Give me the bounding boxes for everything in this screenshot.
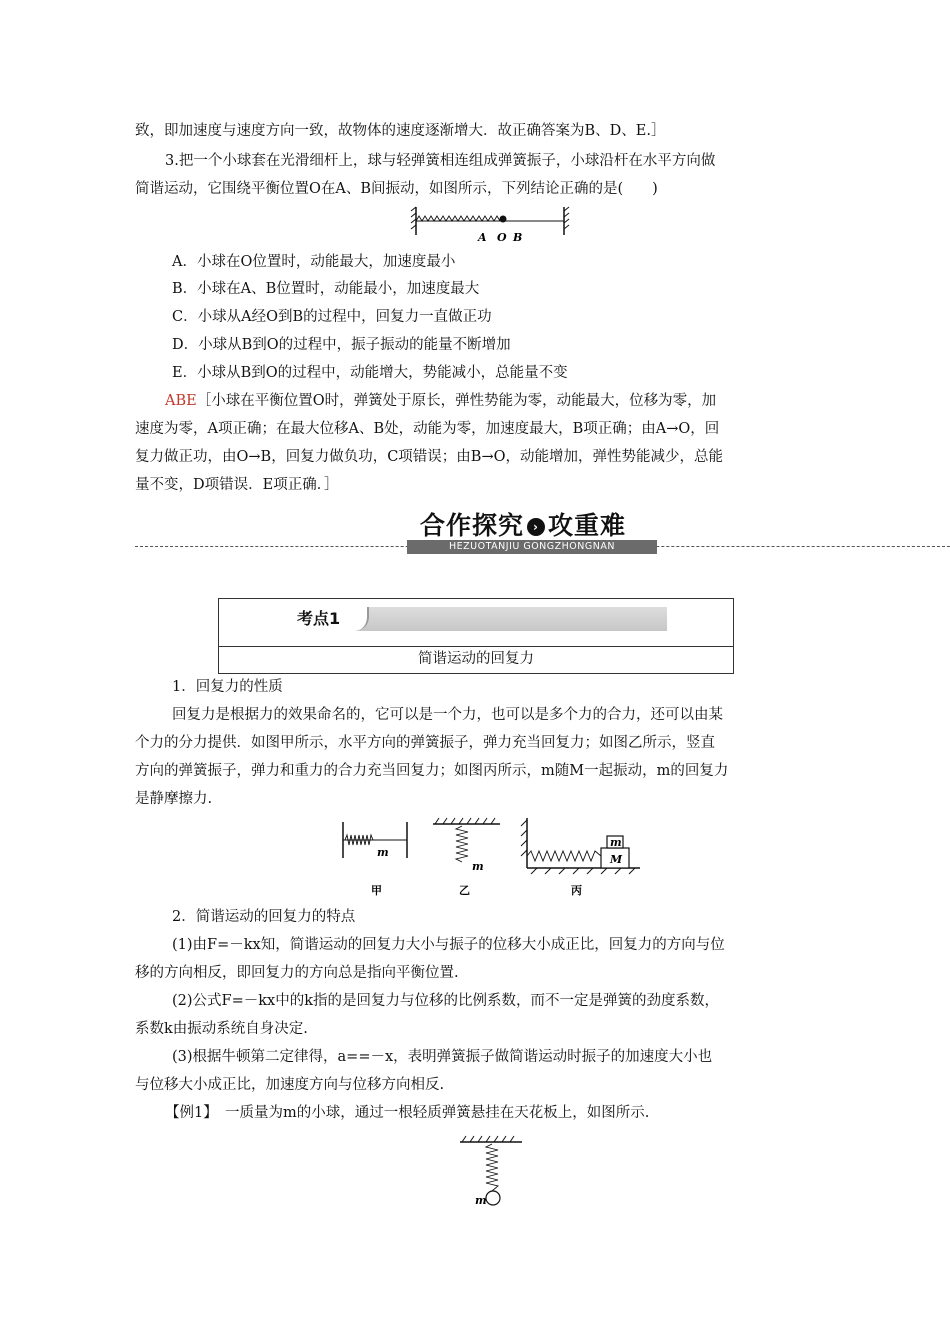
paragraph-line: (2)公式F=－kx中的k指的是回复力与位移的比例系数，而不一定是弹簧的劲度系数， xyxy=(172,993,719,1009)
spring-rod-figure xyxy=(408,205,573,245)
svg-text:m: m xyxy=(377,846,389,859)
banner-title: 合作探究 › 攻重难 xyxy=(420,511,627,540)
kaodian-box xyxy=(218,598,734,674)
svg-text:m: m xyxy=(475,1194,487,1207)
banner-subtitle: HEZUOTANJIU GONGZHONGNAN xyxy=(407,540,657,554)
example-label: 【例1】 xyxy=(165,1105,211,1121)
answer-key: ABE xyxy=(165,393,197,409)
arrow-circle-icon: › xyxy=(527,518,545,536)
paragraph-line: (3)根据牛顿第二定律得，a==－x，表明弹簧振子做简谐运动时振子的加速度大小也 xyxy=(172,1049,713,1065)
section-heading: 2．简谐运动的回复力的特点 xyxy=(172,909,356,925)
paragraph-line: 是静摩擦力. xyxy=(135,791,213,807)
paragraph-line: 与位移大小成正比，加速度方向与位移方向相反. xyxy=(135,1077,445,1093)
question-3-line: 简谐运动，它围绕平衡位置O在A、B间振动，如图所示，下列结论正确的是( ) xyxy=(135,181,658,197)
answer-line: 复力做正功，由O→B，回复力做负功，C项错误；由B→O，动能增加，弹性势能减少，总能 xyxy=(135,449,723,465)
hanging-spring-figure xyxy=(450,1130,530,1212)
paragraph-line: (1)由F=－kx知，简谐运动的回复力大小与振子的位移大小成正比，回复力的方向与位 xyxy=(172,937,725,953)
svg-text:m: m xyxy=(472,860,484,873)
text-line: 致，即加速度与速度方向一致，故物体的速度逐渐增大．故正确答案为B、D、E.］ xyxy=(135,123,666,139)
kaodian-caption: 简谐运动的回复力 xyxy=(418,651,534,667)
paragraph-line: 系数k由振动系统自身决定. xyxy=(135,1021,308,1037)
section-banner xyxy=(135,506,950,558)
label-a: A xyxy=(478,231,487,244)
svg-text:m: m xyxy=(610,836,622,849)
answer-line: 速度为零，A项正确；在最大位移A、B处，动能为零，加速度最大，B项正确；由A→O，回 xyxy=(135,421,720,437)
option-b: B．小球在A、B位置时，动能最小，加速度最大 xyxy=(172,281,480,297)
option-c: C．小球从A经O到B的过程中，回复力一直做正功 xyxy=(172,309,492,325)
answer-line: 量不变，D项错误．E项正确．］ xyxy=(135,477,339,493)
paragraph-line: 个力的分力提供．如图甲所示，水平方向的弹簧振子，弹力充当回复力；如图乙所示，竖直 xyxy=(135,735,715,751)
option-d: D．小球从B到O的过程中，振子振动的能量不断增加 xyxy=(172,337,511,353)
oscillator-figures xyxy=(335,812,655,902)
option-a: A．小球在O位置时，动能最大，加速度最小 xyxy=(172,254,456,270)
caption-yi: 乙 xyxy=(459,884,470,897)
example-line: 【例1】 一质量为m的小球，通过一根轻质弹簧悬挂在天花板上，如图所示. xyxy=(165,1105,650,1121)
svg-text:M: M xyxy=(610,853,623,866)
question-3-line: 3.把一个小球套在光滑细杆上，球与轻弹簧相连组成弹簧振子，小球沿杆在水平方向做 xyxy=(165,153,716,169)
section-heading: 1．回复力的性质 xyxy=(172,679,283,695)
paragraph-line: 方向的弹簧振子，弹力和重力的合力充当回复力；如图丙所示，m随M一起振动，m的回复力 xyxy=(135,763,729,779)
label-b: B xyxy=(513,231,523,244)
caption-bing: 丙 xyxy=(571,884,582,897)
paragraph-line: 回复力是根据力的效果命名的，它可以是一个力，也可以是多个力的合力，还可以由某 xyxy=(172,707,723,723)
kaodian-label: 考点1 xyxy=(287,607,369,631)
answer-line: ABE［小球在平衡位置O时，弹簧处于原长，弹性势能为零，动能最大，位移为零，加 xyxy=(165,393,717,409)
paragraph-line: 移的方向相反，即回复力的方向总是指向平衡位置. xyxy=(135,965,459,981)
label-o: O xyxy=(497,231,507,244)
caption-jia: 甲 xyxy=(371,884,382,897)
option-e: E．小球从B到O的过程中，动能增大，势能减小，总能量不变 xyxy=(172,365,568,381)
